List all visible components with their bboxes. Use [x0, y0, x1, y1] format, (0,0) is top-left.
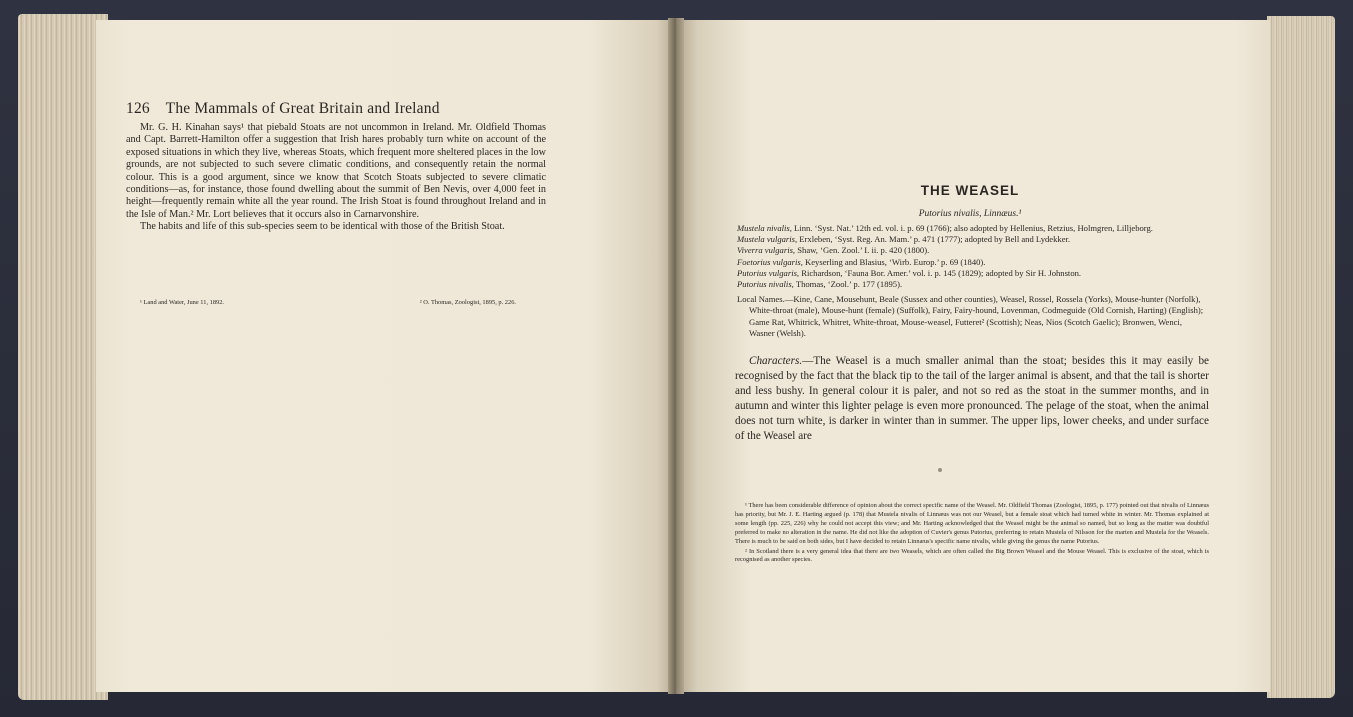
characters-label: Characters.	[749, 355, 803, 367]
footnote: ¹ Land and Water, June 11, 1892.	[140, 299, 225, 306]
footnote: ¹ There has been considerable difference of opinion about the correct specific name of the Weasel. Mr. Oldfield Thomas (Zoologist, 1895, p. 177) pointed out that nivalis of Linnæus has priority, but Mr. J. E. Harting argued (p. 178) that Mustela nivalis of Linnæus was not our Weasel, but a female stoat which had turned white in winter. Mr. Thomas explained at some length (pp. 225, 226) why he could not accept this view; and Mr. Harting acknowledged that the Weasel might be the animal so named, but so long as the matter was doubtful preferred to make no alteration in the name. He did not like the adoption of Cuvier's genus Putorius, preferring to retain Mustela of Nilsson for the marten and Mustela for the Weasels. There is much to be said on both sides, but I have decided to retain Linnæus's specific name nivalis, while giving the genus the name Putorius.	[735, 502, 1209, 545]
left-page	[96, 20, 674, 692]
local-names-text: Kine, Cane, Mousehunt, Beale (Sussex and other counties), Weasel, Rossel, Rossela (Yorks), Mouse-hunter (Norfolk), White-throat (male), Mouse-hunt (female) (Suffolk), Fairy, Fairy-hound, Lovenman, Codmeguide (Old Cornish, Harting) (English); Game Rat, Whitrick, Whitret, White-throat, Mouse-weasel, Futteret² (Scottish); Neas, Nios (Scotch Gaelic); Bronwen, Wenci, Wasner (Welsh).	[749, 294, 1204, 339]
paragraph: Mr. G. H. Kinahan says¹ that piebald Stoats are not uncommon in Ireland. Mr. Oldfield Thomas and Capt. Barrett-Hamilton offer a suggestion that Irish hares probably turn white on account of the exposed situations in which they live, whereas Stoats, which frequent more sheltered places in the low grounds, are not subjected to such severe climatic conditions, and consequently retain the normal colour. This is a good argument, since we know that Scotch Stoats subjected to severe climatic conditions—as, for instance, those found dwelling about the summit of Ben Nevis, over 4,000 feet in height—frequently remain white all the year round. The Irish Stoat is found throughout Ireland and in the Isle of Man.² Mr. Lort believes that it occurs also in Carnarvonshire.	[126, 122, 546, 220]
synonymy-list	[737, 223, 1207, 290]
footnote: ² In Scotland there is a very general idea that there are two Weasels, which are often called the Big Brown Weasel and the Mouse Weasel. This is exclusive of the stoat, which is recognised as another species.	[735, 547, 1209, 564]
scientific-name: Putorius nivalis, Linnæus.¹	[918, 209, 1022, 219]
synonym-entry: Mustela vulgaris, Erxleben, ‘Syst. Reg. An. Mam.’ p. 471 (1777); adopted by Bell and Lydekker.	[737, 234, 1071, 245]
book-gutter	[668, 18, 684, 694]
synonym-entry: Putorius nivalis, Thomas, ‘Zool.’ p. 177 (1895).	[737, 279, 903, 290]
running-header	[126, 100, 546, 118]
left-footnotes	[126, 299, 546, 306]
paragraph: The habits and life of this sub-species seem to be identical with those of the British Stoat.	[140, 221, 505, 233]
right-footnotes	[735, 502, 1209, 566]
left-page-edges	[18, 14, 108, 700]
synonym-entry: Putorius vulgaris, Richardson, ‘Fauna Bor. Amer.’ vol. i. p. 145 (1829); adopted by Sir H. Johnston.	[737, 267, 1082, 278]
running-title: The Mammals of Great Britain and Ireland	[165, 100, 440, 117]
local-names	[737, 294, 1207, 340]
synonym-entry: Mustela nivalis, Linn. ‘Syst. Nat.’ 12th ed. vol. i. p. 69 (1766); also adopted by Hellenius, Retzius, Holmgren, Lilljeborg.	[737, 223, 1153, 233]
right-body-text	[735, 354, 1209, 444]
page-speck	[938, 468, 942, 472]
local-names-label: Local Names.—	[737, 294, 794, 304]
right-page-edges	[1267, 16, 1335, 698]
synonym-entry: Foetorius vulgaris, Keyserling and Blasius, ‘Wirb. Europ.’ p. 69 (1840).	[737, 256, 986, 267]
left-body-text	[126, 122, 546, 234]
characters-text: —The Weasel is a much smaller animal than the stoat; besides this it may easily be recognised by the fact that the black tip to the tail of the larger animal is absent, and that the tail is shorter and less bushy. In general colour it is paler, and not so red as the stoat in the summer months, and in autumn and winter this lighter pelage is even more pronounced. The pelage of the stoat, when the animal does not turn white, is darker in winter than in summer. The upper lips, lower cheeks, and under surface of the Weasel are	[735, 355, 1209, 442]
page-number: 126	[126, 100, 150, 117]
footnote: ² O. Thomas, Zoologist, 1895, p. 226.	[419, 299, 516, 306]
chapter-title: THE WEASEL	[920, 183, 1020, 198]
synonym-entry: Viverra vulgaris, Shaw, ‘Gen. Zool.’ I. ii. p. 420 (1800).	[737, 245, 930, 256]
